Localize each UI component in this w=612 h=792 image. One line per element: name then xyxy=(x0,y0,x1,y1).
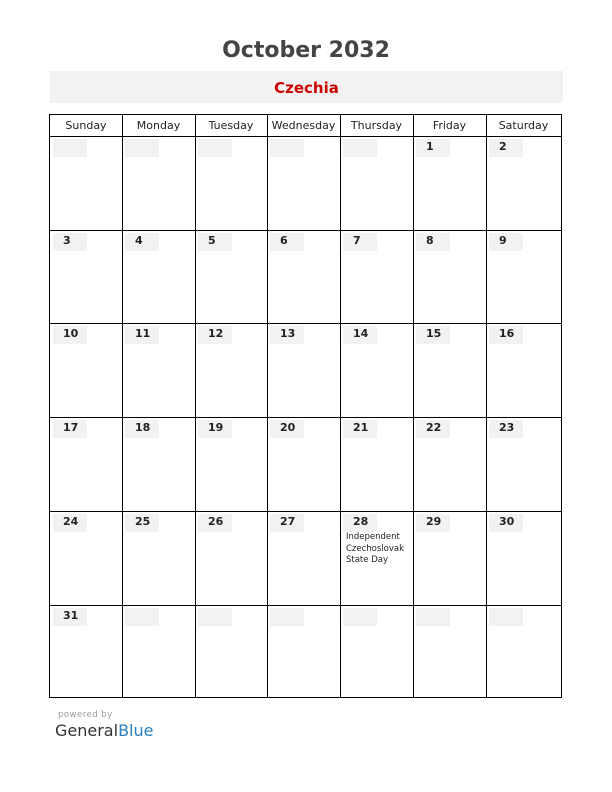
day-cell[interactable] xyxy=(487,512,561,605)
day-cell[interactable] xyxy=(268,324,340,417)
day-number: 8 xyxy=(426,234,434,247)
day-cell[interactable] xyxy=(341,231,413,324)
day-cell[interactable] xyxy=(341,324,413,417)
country-banner xyxy=(50,71,563,103)
day-number: 12 xyxy=(208,327,224,340)
day-cell[interactable] xyxy=(341,512,413,605)
day-number: 6 xyxy=(280,234,288,247)
day-cell[interactable] xyxy=(196,137,267,230)
day-cell[interactable] xyxy=(414,418,486,511)
day-cell[interactable] xyxy=(268,231,340,324)
day-cell[interactable] xyxy=(51,231,122,324)
day-number: 27 xyxy=(280,515,296,528)
day-cell[interactable] xyxy=(268,137,340,230)
day-number: 7 xyxy=(353,234,361,247)
day-cell[interactable] xyxy=(51,512,122,605)
day-number-box xyxy=(489,608,523,626)
day-number: 14 xyxy=(353,327,369,340)
day-number: 25 xyxy=(135,515,151,528)
weekday-header-row xyxy=(50,115,561,136)
day-number: 19 xyxy=(208,421,224,434)
day-cell[interactable] xyxy=(123,606,195,699)
weekday-thursday: Thursday xyxy=(350,119,403,132)
day-cell[interactable] xyxy=(196,418,267,511)
day-cell[interactable] xyxy=(341,418,413,511)
day-cell[interactable] xyxy=(414,324,486,417)
day-cell[interactable] xyxy=(487,606,561,699)
day-cell[interactable] xyxy=(487,418,561,511)
day-cell[interactable] xyxy=(268,512,340,605)
day-cell[interactable] xyxy=(268,606,340,699)
brand-blue: Blue xyxy=(118,721,154,740)
day-number: 23 xyxy=(499,421,515,434)
day-number: 24 xyxy=(63,515,79,528)
day-number-box xyxy=(343,139,377,157)
day-number: 15 xyxy=(426,327,442,340)
day-number: 16 xyxy=(499,327,515,340)
day-number: 20 xyxy=(280,421,296,434)
weekday-tuesday: Tuesday xyxy=(208,119,254,132)
powered-by-text: powered by xyxy=(58,710,113,720)
day-cell[interactable] xyxy=(196,231,267,324)
day-cell[interactable] xyxy=(196,512,267,605)
day-cell[interactable] xyxy=(487,231,561,324)
day-number: 22 xyxy=(426,421,442,434)
brand-general: General xyxy=(55,721,119,740)
day-cell[interactable] xyxy=(414,137,486,230)
day-number: 31 xyxy=(63,609,79,622)
day-number: 3 xyxy=(63,234,71,247)
day-number: 2 xyxy=(499,140,507,153)
day-number: 11 xyxy=(135,327,151,340)
day-cell[interactable] xyxy=(196,606,267,699)
day-number: 26 xyxy=(208,515,224,528)
day-cell[interactable] xyxy=(196,324,267,417)
day-number: 17 xyxy=(63,421,79,434)
calendar-title: October 2032 xyxy=(222,38,390,63)
day-number-box xyxy=(270,608,304,626)
day-number: 21 xyxy=(353,421,369,434)
generalblue-logo[interactable] xyxy=(55,721,153,740)
day-number-box xyxy=(270,139,304,157)
day-number: 29 xyxy=(426,515,442,528)
day-number-box xyxy=(343,608,377,626)
day-number: 5 xyxy=(208,234,216,247)
day-number: 18 xyxy=(135,421,151,434)
weekday-friday: Friday xyxy=(432,119,467,132)
country-name: Czechia xyxy=(274,79,339,97)
day-number: 28 xyxy=(353,515,369,528)
calendar-grid xyxy=(49,114,562,698)
day-number: 10 xyxy=(63,327,79,340)
day-cell[interactable] xyxy=(51,606,122,699)
day-cell[interactable] xyxy=(123,137,195,230)
day-cell[interactable] xyxy=(51,324,122,417)
day-cell[interactable] xyxy=(123,231,195,324)
day-cell[interactable] xyxy=(341,137,413,230)
day-number-box xyxy=(125,608,159,626)
day-cell[interactable] xyxy=(51,137,122,230)
holiday-label: Independent Czechoslovak State Day xyxy=(346,532,405,565)
day-cell[interactable] xyxy=(487,137,561,230)
day-number: 30 xyxy=(499,515,515,528)
day-cell[interactable] xyxy=(123,512,195,605)
day-number: 4 xyxy=(135,234,143,247)
day-cell[interactable] xyxy=(123,418,195,511)
day-number-box xyxy=(198,608,232,626)
day-cell[interactable] xyxy=(341,606,413,699)
day-number-box xyxy=(416,608,450,626)
day-cell[interactable] xyxy=(414,512,486,605)
weekday-sunday: Sunday xyxy=(65,119,107,132)
day-cell[interactable] xyxy=(51,418,122,511)
day-cell[interactable] xyxy=(123,324,195,417)
weekday-monday: Monday xyxy=(136,119,181,132)
day-cell[interactable] xyxy=(414,606,486,699)
day-cell[interactable] xyxy=(268,418,340,511)
day-number-box xyxy=(198,139,232,157)
weekday-wednesday: Wednesday xyxy=(271,119,336,132)
weekday-saturday: Saturday xyxy=(498,119,549,132)
day-number-box xyxy=(53,139,87,157)
day-number-box xyxy=(125,139,159,157)
day-number: 9 xyxy=(499,234,507,247)
day-cell[interactable] xyxy=(414,231,486,324)
day-number: 13 xyxy=(280,327,296,340)
day-cell[interactable] xyxy=(487,324,561,417)
day-number: 1 xyxy=(426,140,434,153)
